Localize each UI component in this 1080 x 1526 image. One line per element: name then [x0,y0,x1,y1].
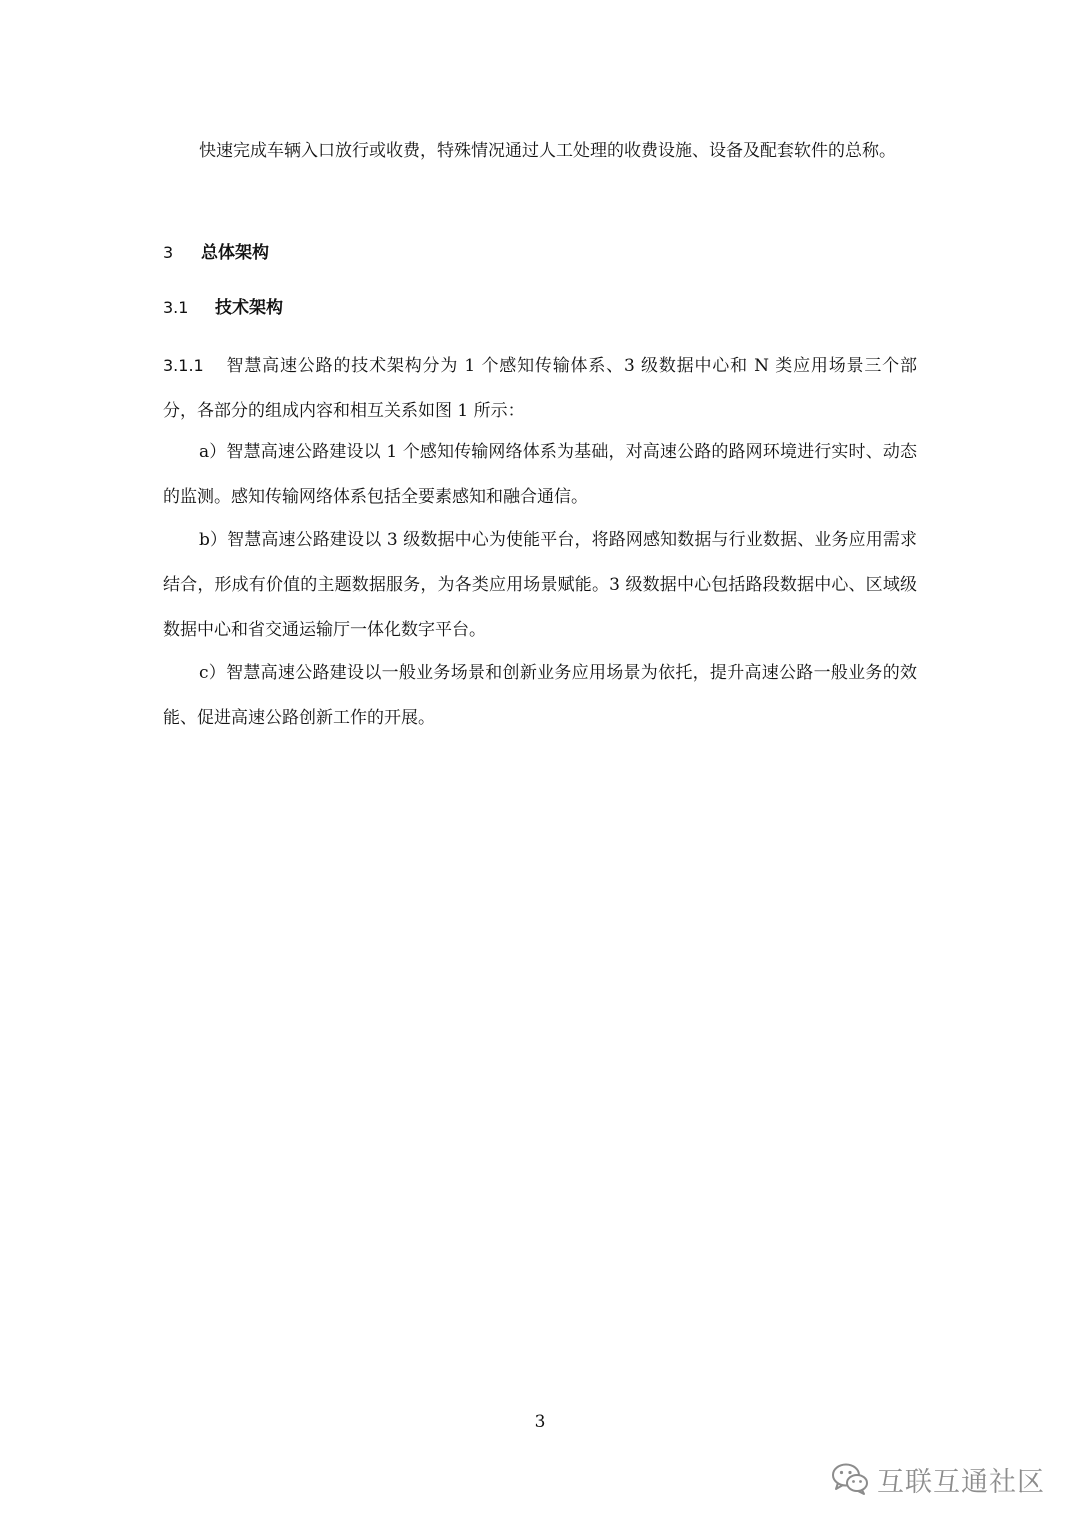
subsection-title: 技术架构 [215,298,283,318]
section-heading-3 [163,238,269,268]
section-heading-3-1 [163,293,283,323]
clause-number: 3.1.1 [163,356,204,375]
watermark [831,1455,1045,1503]
clause-3-1-1 [163,343,917,434]
subsection-number: 3.1 [163,298,189,317]
watermark-text: 互联互通社区 [877,1466,1045,1498]
list-item-c: c）智慧高速公路建设以一般业务场景和创新业务应用场景为依托，提升高速公路一般业务的效能、促进高速公路创新工作的开展。 [163,663,917,728]
page-number: 3 [534,1412,546,1432]
list-item-b: b）智慧高速公路建设以 3 级数据中心为使能平台，将路网感知数据与行业数据、业务应用需求结合，形成有价值的主题数据服务，为各类应用场景赋能。3 级数据中心包括路段数据中心、区域级数据中心和省交通运输厅一体化数字平台。 [163,530,917,640]
wechat-icon [831,1462,869,1496]
paragraph-toll-definition: 快速完成车辆入口放行或收费，特殊情况通过人工处理的收费设施、设备及配套软件的总称。 [199,141,896,161]
list-item-a: a）智慧高速公路建设以 1 个感知传输网络体系为基础，对高速公路的路网环境进行实时、动态的监测。感知传输网络体系包括全要素感知和融合通信。 [163,442,917,507]
clause-text: 智慧高速公路的技术架构分为 1 个感知传输体系、3 级数据中心和 N 类应用场景三个部分，各部分的组成内容和相互关系如图 1 所示： [163,356,917,421]
section-number: 3 [163,243,174,262]
section-title: 总体架构 [201,243,269,263]
